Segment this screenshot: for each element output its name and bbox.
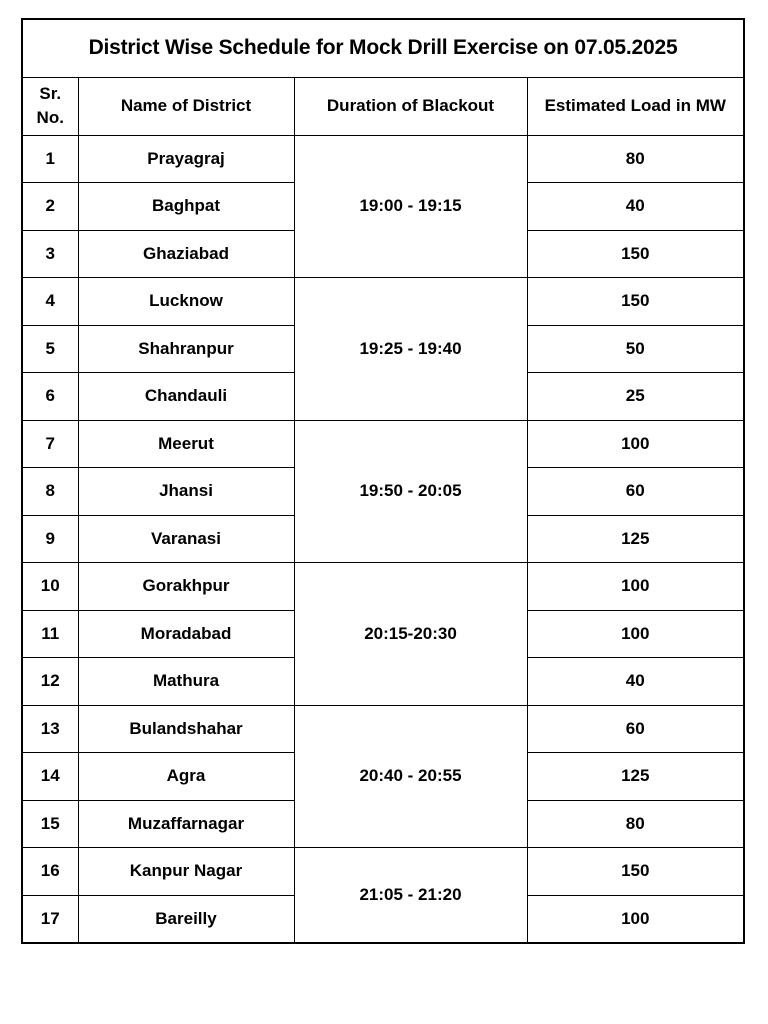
district-cell: Varanasi bbox=[78, 515, 294, 563]
header-district: Name of District bbox=[78, 77, 294, 135]
sr-no-cell: 15 bbox=[22, 800, 78, 848]
table-body bbox=[22, 135, 744, 943]
header-load: Estimated Load in MW bbox=[527, 77, 744, 135]
load-cell: 40 bbox=[527, 183, 744, 231]
load-cell: 100 bbox=[527, 610, 744, 658]
sr-no-cell: 17 bbox=[22, 895, 78, 943]
district-cell: Chandauli bbox=[78, 373, 294, 421]
load-cell: 40 bbox=[527, 658, 744, 706]
district-cell: Prayagraj bbox=[78, 135, 294, 183]
sr-no-cell: 5 bbox=[22, 325, 78, 373]
load-cell: 100 bbox=[527, 895, 744, 943]
sr-no-cell: 8 bbox=[22, 468, 78, 516]
load-cell: 150 bbox=[527, 230, 744, 278]
load-cell: 100 bbox=[527, 420, 744, 468]
load-cell: 100 bbox=[527, 563, 744, 611]
sr-no-cell: 14 bbox=[22, 753, 78, 801]
load-cell: 80 bbox=[527, 135, 744, 183]
district-cell: Meerut bbox=[78, 420, 294, 468]
load-cell: 150 bbox=[527, 278, 744, 326]
load-cell: 80 bbox=[527, 800, 744, 848]
sr-no-cell: 16 bbox=[22, 848, 78, 896]
district-cell: Muzaffarnagar bbox=[78, 800, 294, 848]
sr-no-cell: 11 bbox=[22, 610, 78, 658]
table-row bbox=[22, 563, 744, 611]
district-cell: Shahranpur bbox=[78, 325, 294, 373]
sr-no-cell: 1 bbox=[22, 135, 78, 183]
district-cell: Mathura bbox=[78, 658, 294, 706]
district-cell: Kanpur Nagar bbox=[78, 848, 294, 896]
district-cell: Jhansi bbox=[78, 468, 294, 516]
load-cell: 125 bbox=[527, 515, 744, 563]
load-cell: 125 bbox=[527, 753, 744, 801]
duration-cell: 19:25 - 19:40 bbox=[294, 278, 527, 421]
duration-cell: 19:50 - 20:05 bbox=[294, 420, 527, 563]
district-cell: Agra bbox=[78, 753, 294, 801]
header-row bbox=[22, 77, 744, 135]
sr-no-cell: 10 bbox=[22, 563, 78, 611]
sr-no-cell: 3 bbox=[22, 230, 78, 278]
load-cell: 60 bbox=[527, 705, 744, 753]
table-row bbox=[22, 705, 744, 753]
duration-cell: 20:15-20:30 bbox=[294, 563, 527, 706]
district-cell: Bulandshahar bbox=[78, 705, 294, 753]
load-cell: 25 bbox=[527, 373, 744, 421]
header-duration: Duration of Blackout bbox=[294, 77, 527, 135]
district-cell: Lucknow bbox=[78, 278, 294, 326]
schedule-table bbox=[21, 18, 745, 944]
sr-no-cell: 4 bbox=[22, 278, 78, 326]
header-sr-no: Sr. No. bbox=[22, 77, 78, 135]
district-cell: Moradabad bbox=[78, 610, 294, 658]
district-cell: Bareilly bbox=[78, 895, 294, 943]
duration-cell: 20:40 - 20:55 bbox=[294, 705, 527, 848]
sr-no-cell: 2 bbox=[22, 183, 78, 231]
load-cell: 50 bbox=[527, 325, 744, 373]
load-cell: 60 bbox=[527, 468, 744, 516]
sr-no-cell: 6 bbox=[22, 373, 78, 421]
district-cell: Ghaziabad bbox=[78, 230, 294, 278]
district-cell: Baghpat bbox=[78, 183, 294, 231]
sr-no-cell: 7 bbox=[22, 420, 78, 468]
sr-no-cell: 13 bbox=[22, 705, 78, 753]
duration-cell: 19:00 - 19:15 bbox=[294, 135, 527, 278]
sr-no-cell: 12 bbox=[22, 658, 78, 706]
load-cell: 150 bbox=[527, 848, 744, 896]
table-row bbox=[22, 278, 744, 326]
sr-no-cell: 9 bbox=[22, 515, 78, 563]
table-row bbox=[22, 135, 744, 183]
district-cell: Gorakhpur bbox=[78, 563, 294, 611]
duration-cell: 21:05 - 21:20 bbox=[294, 848, 527, 943]
table-row bbox=[22, 420, 744, 468]
table-title: District Wise Schedule for Mock Drill Exercise on 07.05.2025 bbox=[22, 19, 744, 77]
table-row bbox=[22, 848, 744, 896]
